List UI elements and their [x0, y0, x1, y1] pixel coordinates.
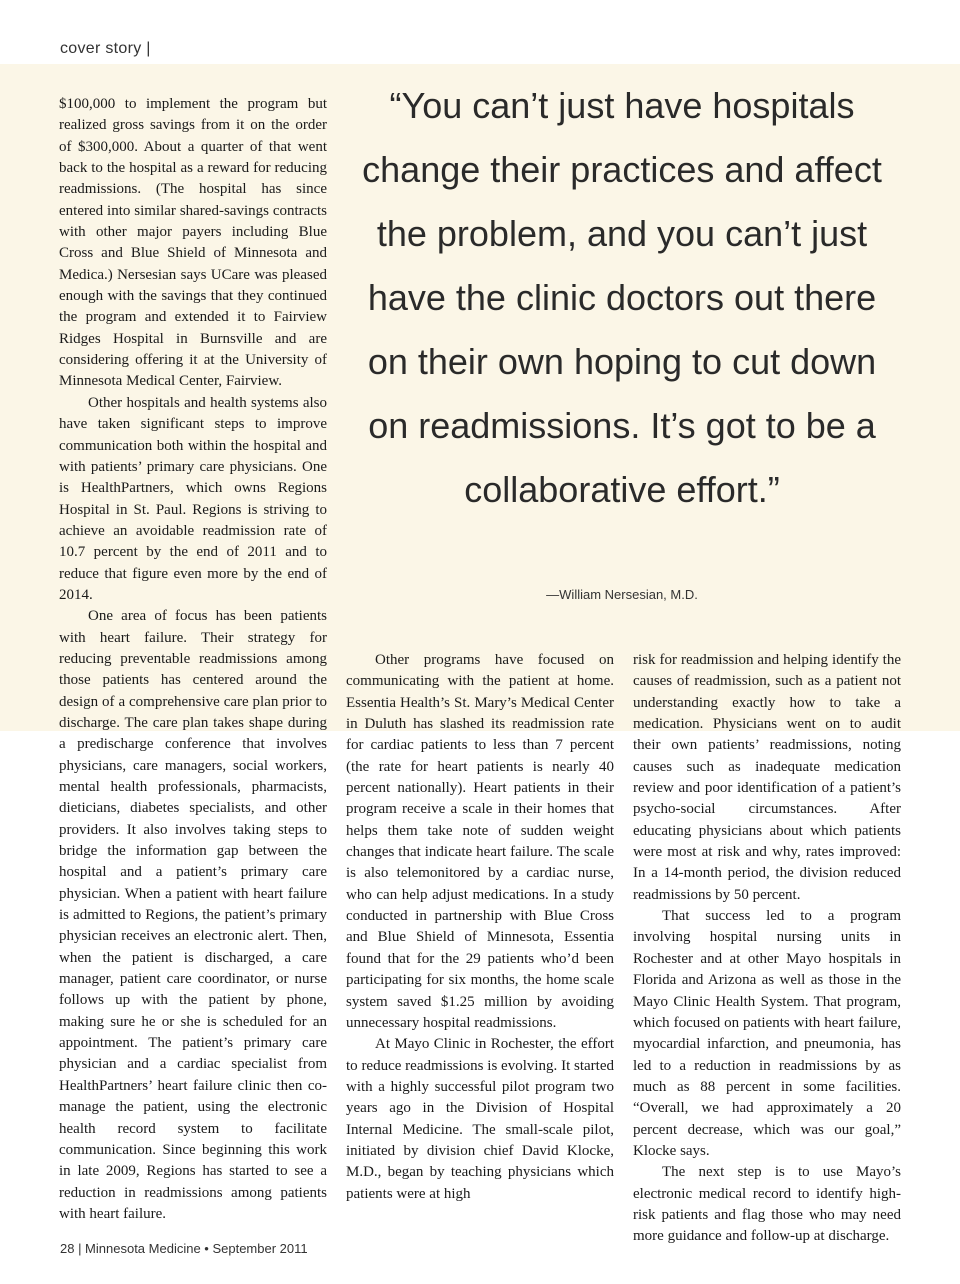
section-header: cover story |	[60, 40, 151, 57]
paragraph: At Mayo Clinic in Rochester, the effort to reduce readmissions is evolving. It started with a highly successful pilot program two years ago in the Division of Hospital Internal Medicine. The small-scale pilot, initiated by division chief David Klocke, M.D., began by teaching physicians which patients were at high	[346, 1036, 614, 1202]
pull-quote-attribution: —William Nersesian, M.D.	[546, 587, 698, 602]
paragraph: Other programs have focused on communicating with the patient at home. Essentia Health’s St. Mary’s Medical Center in Duluth has slashed its readmission rate for cardiac patients to less than 7 percent (the rate for heart patients is nearly 40 percent nationally). Heart patients in their program receive a scale in their homes that helps them take note of sudden weight changes that indicate heart failure. The scale is also telemonitored by a cardiac nurse, who can help adjust medications. In a study conducted in partnership with Blue Cross and Blue Shield of Minnesota, Essentia found that for the 29 patients who’d been participating for six months, the home scale system saved $1.25 million by avoiding unnecessary hospital readmissions.	[346, 652, 614, 1031]
paragraph: That success led to a program involving hospital nursing units in Rochester and at other Mayo hospitals in Florida and Arizona as well as those in the Mayo Clinic Health System. That program, which focused on patients with heart failure, myocardial infarction, and pneumonia, has led to a reduction in readmissions by as much as 88 percent in some facilities. “Overall, we had approximately a 20 percent decrease, which was our goal,” Klocke says.	[633, 908, 901, 1159]
paragraph: One area of focus has been patients with heart failure. Their strategy for reducing preventable readmissions among those patients has centered around the design of a comprehensive care plan prior to discharge. The care plan takes shape during a predischarge conference that involves physicians, care managers, social workers, mental health professionals, pharmacists, dieticians, diabetes specialists, and other providers. It also involves taking steps to bridge the information gap between the hospital and a patient’s primary care physician. When a patient with heart failure is admitted to Regions, the patient’s primary physician receives an electronic alert. Then, when the patient is discharged, a care manager, patient care coordinator, or nurse follows up with the patient by phone, making sure he or she is scheduled for an appointment. The patient’s primary care physician and a cardiac specialist from HealthPartners’ heart failure clinic then co-manage the patient, using the electronic health record system to facilitate communication. Since beginning this work in late 2009, Regions has started to see a reduction in readmissions among patients with heart failure.	[59, 608, 327, 1222]
article-column-2	[346, 650, 614, 1205]
page-footer: 28 | Minnesota Medicine • September 2011	[60, 1241, 308, 1256]
paragraph: Other hospitals and health systems also have taken significant steps to improve communication both within the hospital and with patients’ primary care physicians. One is HealthPartners, which owns Regions Hospital in St. Paul. Regions is striving to achieve an avoidable readmission rate of 10.7 percent by the end of 2011 and to reduce that figure even more by the end of 2014.	[59, 394, 327, 603]
paragraph: The next step is to use Mayo’s electronic medical record to identify high-risk patients and flag those who may need more guidance and follow-up at discharge.	[633, 1164, 901, 1245]
article-column-1	[59, 94, 327, 1225]
paragraph: risk for readmission and helping identify the causes of readmission, such as a patient not understanding exactly how to take a medication. Physicians went on to audit their own patients’ readmissions, noting causes such as inadequate medication review and poor identification of a patient’s psycho-social circumstances. After educating physicians about which patients were most at risk and why, rates improved: In a 14-month period, the division reduced readmissions by 50 percent.	[633, 652, 901, 903]
paragraph: $100,000 to implement the program but realized gross savings from it on the order of $300,000. About a quarter of that went back to the hospital as a reward for reducing readmissions. (The hospital has since entered into similar shared-savings contracts with other major payers including Blue Cross and Blue Shield of Minnesota and Medica.) Nersesian says UCare was pleased enough with the savings that they continued the program and extended it to Fairview Ridges Hospital in Burnsville and are considering offering it at the University of Minnesota Medical Center, Fairview.	[59, 96, 327, 390]
article-column-3	[633, 650, 901, 1248]
pull-quote-text: “You can’t just have hospitals change their practices and affect the problem, and you can’t just have the clinic doctors out there on their own hoping to cut down on readmissions. It’s got to be a collaborative effort.”	[362, 85, 882, 510]
